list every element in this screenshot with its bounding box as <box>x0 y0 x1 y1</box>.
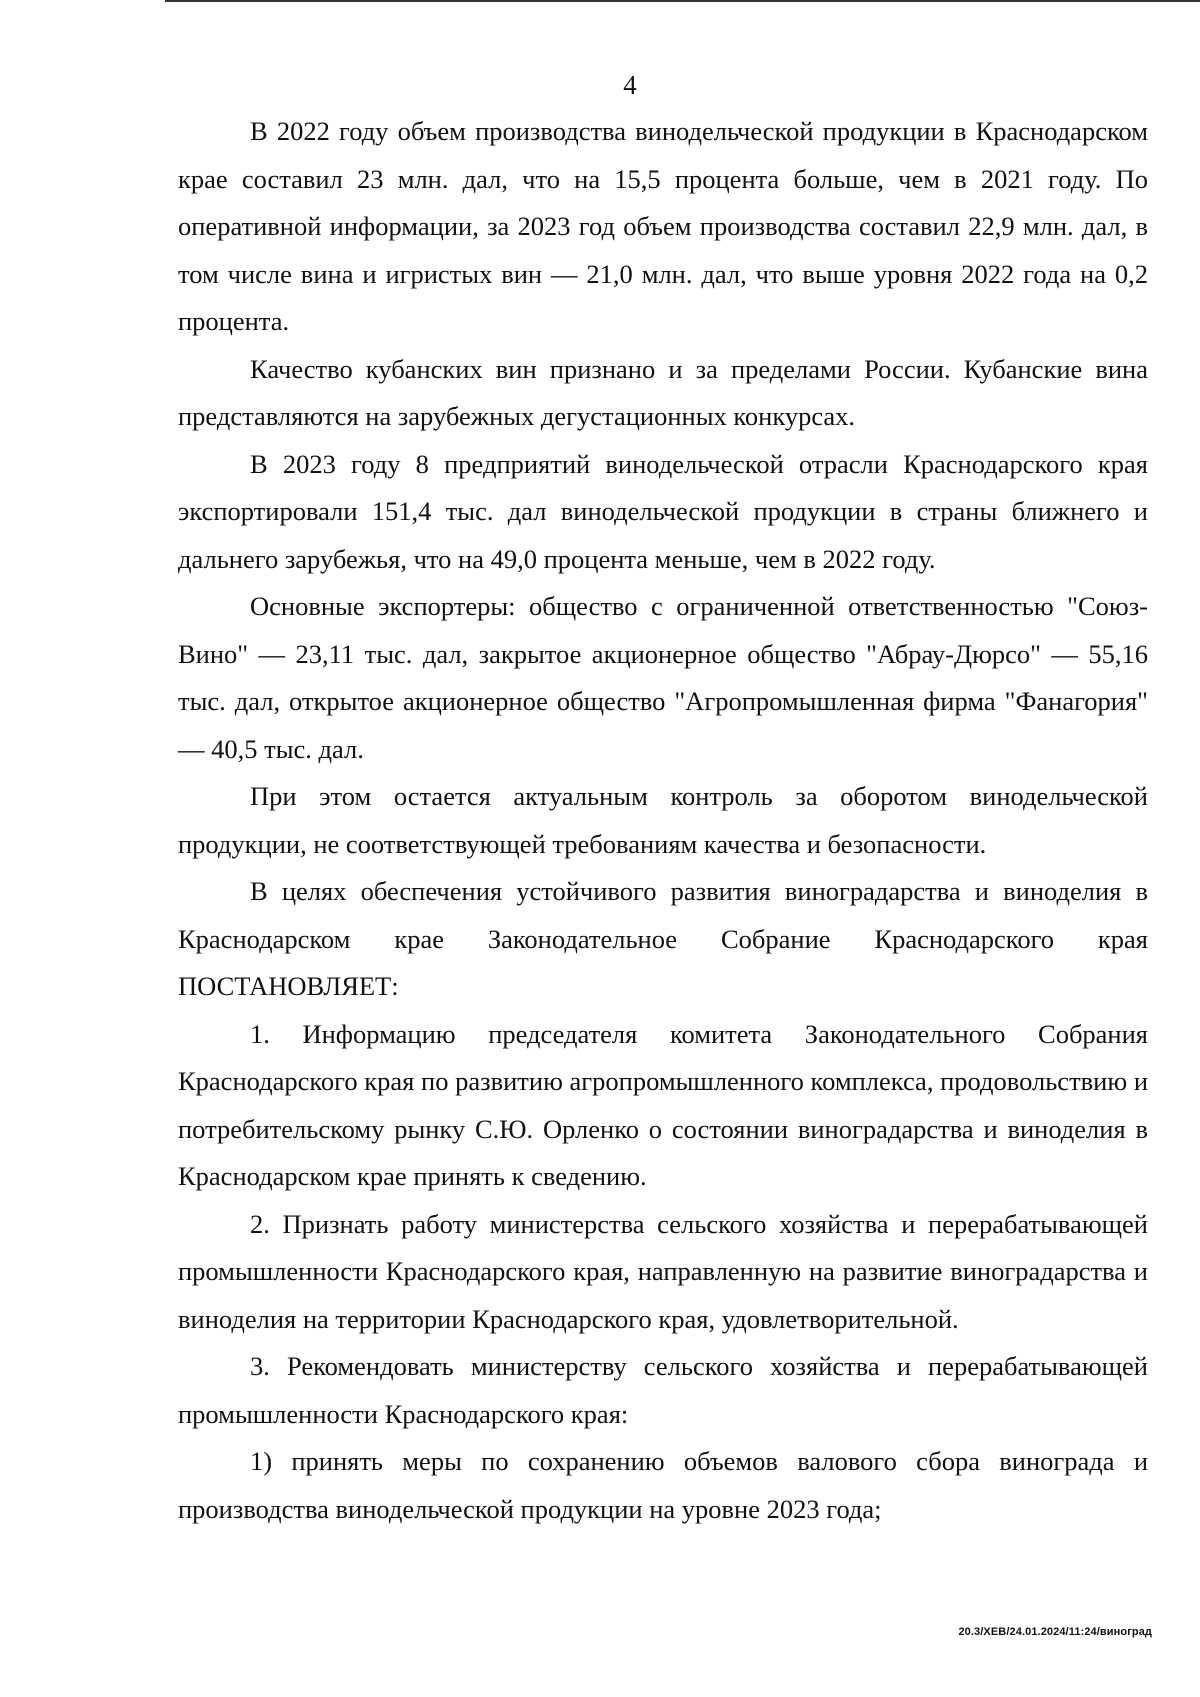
paragraph-production-volume: В 2022 году объем производства винодельческой продукции в Краснодарском крае составил 23 млн. дал, что на 15,5 процента больше, чем в 2021 году. По оперативной информации, за 2023 год объем производства составил 22,9 млн. дал, в том числе вина и игристых вин — 21,0 млн. дал, что выше уровня 2022 года на 0,2 процента. <box>178 116 1148 336</box>
paragraph-subitem-1: 1) принять меры по сохранению объемов валового сбора винограда и производства винодельческой продукции на уровне 2023 года; <box>178 1446 1148 1524</box>
footer-document-code: 20.3/ХЕВ/24.01.2024/11:24/виноград <box>958 1626 1152 1638</box>
paragraph-wine-quality: Качество кубанских вин признано и за пределами России. Кубанские вина представляются на зарубежных дегустационных конкурсах. <box>178 353 1148 431</box>
paragraph-export-2023: В 2023 году 8 предприятий винодельческой отрасли Краснодарского края экспортировали 151,4 тыс. дал винодельческой продукции в страны ближнего и дальнего зарубежья, что на 49,0 процента меньше, чем в 2022 году. <box>178 448 1148 574</box>
paragraph-resolution-preamble: В целях обеспечения устойчивого развития виноградарства и виноделия в Краснодарском крае Законодательное Собрание Краснодарского края ПОСТАНОВЛЯЕТ: <box>178 876 1148 1001</box>
top-rule <box>165 0 1200 2</box>
paragraph-turnover-control: При этом остается актуальным контроль за оборотом винодельческой продукции, не соответствующей требованиям качества и безопасности. <box>178 781 1148 859</box>
page-number: 4 <box>623 70 637 100</box>
paragraph-main-exporters: Основные экспортеры: общество с ограниченной ответственностью "Союз-Вино" — 23,11 тыс. дал, закрытое акционерное общество "Абрау-Дюрсо" — 55,16 тыс. дал, открытое акционерное общество "Агропромышленная фирма "Фанагория" — 40,5 тыс. дал. <box>178 591 1148 764</box>
paragraph-item-2: 2. Признать работу министерства сельского хозяйства и перерабатывающей промышленности Краснодарского края, направленную на развитие виноградарства и виноделия на территории Краснодарского края, удовлетворительной. <box>178 1208 1148 1334</box>
paragraph-item-3: 3. Рекомендовать министерству сельского хозяйства и перерабатывающей промышленности Краснодарского края: <box>178 1351 1148 1429</box>
paragraph-item-1: 1. Информацию председателя комитета Законодательного Собрания Краснодарского края по развитию агропромышленного комплекса, продовольствию и потребительскому рынку С.Ю. Орленко о состоянии виноградарства и виноделия в Краснодарском крае принять к сведению. <box>178 1018 1148 1191</box>
document-body <box>178 108 1148 1533</box>
